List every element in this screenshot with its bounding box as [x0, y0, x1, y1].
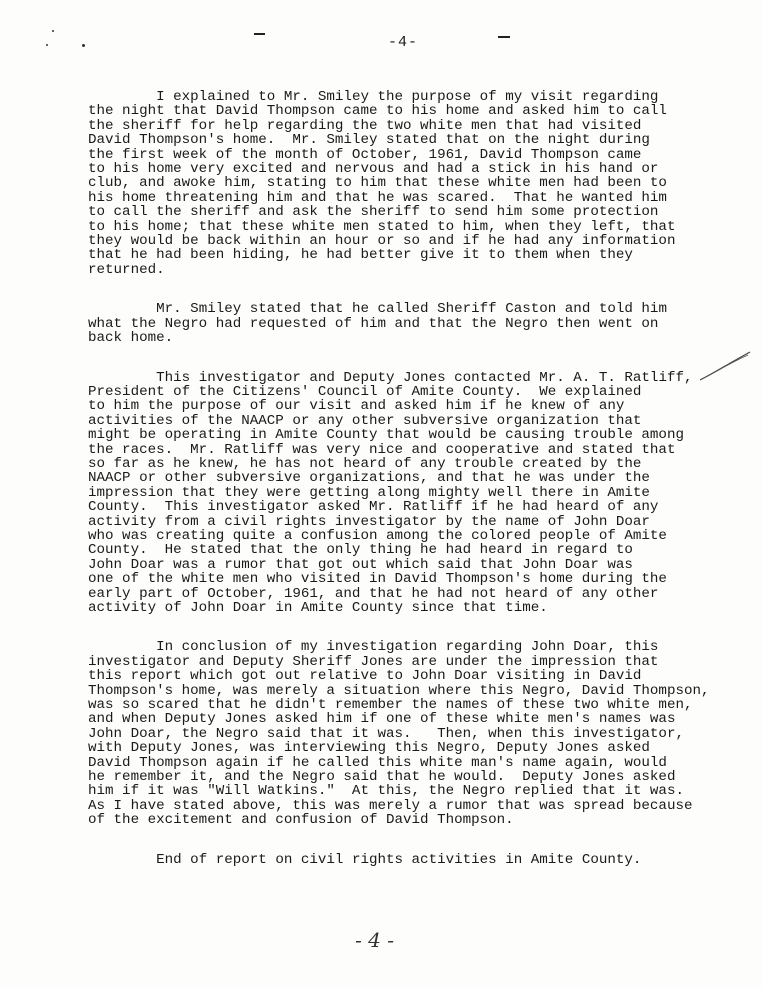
handwritten-page-number: - 4 - — [355, 928, 394, 952]
paragraph-smiley-visit: I explained to Mr. Smiley the purpose of my visit regarding the night that David Thompson came to his home and asked him to call the sheriff for help regarding the two white men that had visited David Thompson's home. Mr. Smiley stated that on the night during the first week of the month of October, 1961, David Thompson came to his home very excited and nervous and had a stick in his hand or club, and awoke him, stating to him that these white men had been to his home threatening him and that he was scared. That he wanted him to call the sheriff and ask the sheriff to send him some protection to his home; that these white men stated to him, when they left, that they would be back within an hour or so and if he had any information that he had been hiding, he had better give it to them when they returned. — [88, 89, 676, 278]
scan-speck — [52, 30, 54, 32]
scan-speck — [82, 44, 85, 47]
scan-speck — [46, 44, 48, 46]
paragraph-sheriff-call: Mr. Smiley stated that he called Sheriff Caston and told him what the Negro had requested of him and that the Negro then went on back home. — [88, 301, 667, 347]
scan-mark — [254, 33, 265, 35]
paragraph-ratliff: This investigator and Deputy Jones contacted Mr. A. T. Ratliff, President of the Citizens' Council of Amite County. We explained to him the purpose of our visit and asked him if he knew of any activities of the NAACP or any other subversive organization that might be operating in Amite County that would be causing trouble among the races. Mr. Ratliff was very nice and cooperative and stated that so far as he knew, he has not heard of any trouble created by the NAACP or other subversive organizations, and that he was under the impression that they were getting along mighty well there in Amite County. This investigator asked Mr. Ratliff if he had heard of any activity from a civil rights investigator by the name of John Doar who was creating quite a confusion among the colored people of Amite County. He stated that the only thing he had heard in regard to John Doar was a rumor that got out which said that John Doar was one of the white men who visited in David Thompson's home during the early part of October, 1961, and that he had not heard of any other activity of John Doar in Amite County since that time. — [88, 369, 693, 616]
paragraph-conclusion: In conclusion of my investigation regarding John Doar, this investigator and Deputy Sheriff Jones are under the impression that this report which got out relative to John Doar visiting in David Thompson's home, was merely a situation where this Negro, David Thompson, was so scared that he didn't remember the names of these two white men, and when Deputy Jones asked him if one of these white men's names was John Doar, the Negro said that it was. Then, when this investigator, with Deputy Jones, was interviewing this Negro, Deputy Jones asked David Thompson again if he called this white man's name again, would he remember it, and the Negro said that he would. Deputy Jones asked him if it was "Will Watkins." At this, the Negro replied that it was. As I have stated above, this was merely a rumor that was spread because of the excitement and confusion of David Thompson. — [88, 639, 710, 829]
paragraph-end-of-report: End of report on civil rights activities in Amite County. — [88, 851, 642, 868]
scan-mark — [498, 36, 510, 38]
handwritten-check-mark — [698, 350, 752, 386]
report-body — [88, 90, 738, 892]
page-number: -4- — [388, 34, 419, 51]
